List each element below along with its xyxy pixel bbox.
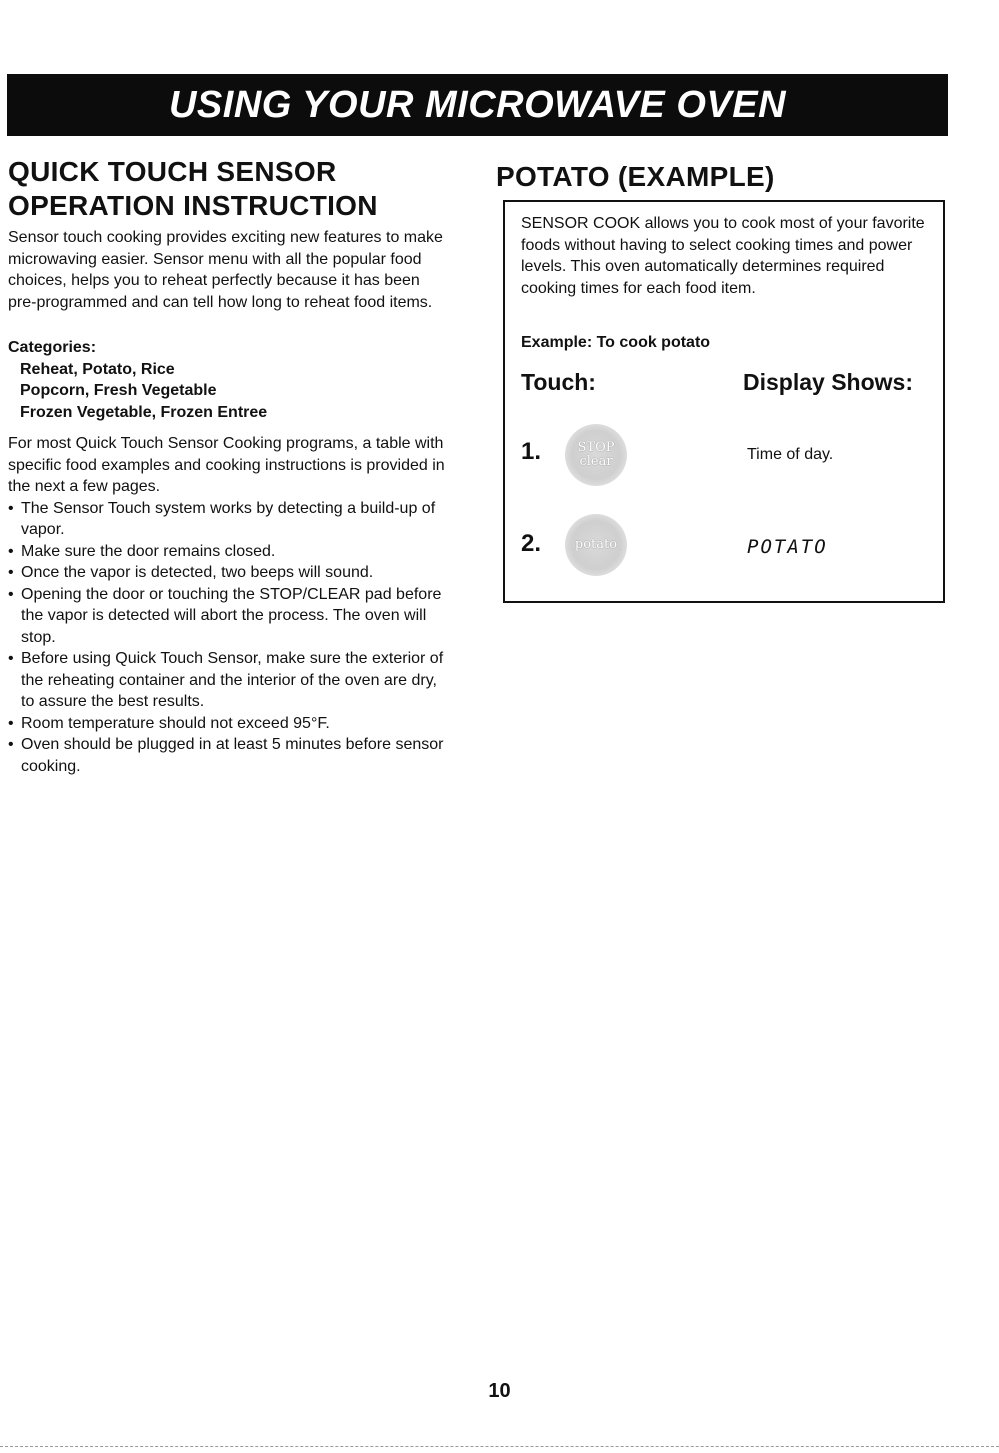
- example-box: [503, 200, 945, 603]
- bullet-item: • Once the vapor is detected, two beeps will sound.: [8, 562, 448, 584]
- page-number: 10: [488, 1380, 511, 1402]
- bottom-divider: [0, 1446, 999, 1447]
- display-time-of-day: Time of day.: [747, 446, 834, 463]
- touch-column-header: Touch:: [521, 369, 596, 395]
- sensor-heading-line1: QUICK TOUCH SENSOR: [8, 156, 337, 187]
- category-line: Popcorn, Fresh Vegetable: [20, 382, 217, 399]
- pad-label: potato: [574, 537, 618, 552]
- sensor-intro-paragraph: Sensor touch cooking provides exciting new features to make microwaving easier. Sensor menu with all the popular food choices, helps you to reheat perfectly because it has been pre-programmed and can tell how long to reheat food items.: [8, 229, 443, 311]
- example-label: Example: To cook potato: [521, 334, 711, 351]
- bullet-item: • Make sure the door remains closed.: [8, 541, 448, 563]
- pad-label: STOP: [577, 440, 615, 455]
- step-number: 2.: [521, 530, 542, 557]
- bullet-item: • Before using Quick Touch Sensor, make sure the exterior of the reheating container and the interior of the oven are dry, to assure the best results.: [8, 648, 448, 713]
- sensor-heading-line2: OPERATION INSTRUCTION: [8, 190, 378, 221]
- step-number: 1.: [521, 438, 542, 465]
- bullet-item: • Oven should be plugged in at least 5 minutes before sensor cooking.: [8, 734, 448, 777]
- banner-title: USING YOUR MICROWAVE OVEN: [168, 83, 787, 126]
- bullet-item: • Opening the door or touching the STOP/CLEAR pad before the vapor is detected will abort the process. The oven will stop.: [8, 584, 448, 649]
- category-line: Frozen Vegetable, Frozen Entree: [20, 403, 268, 421]
- bullet-item: • The Sensor Touch system works by detecting a build-up of vapor.: [8, 498, 448, 541]
- section-banner: [7, 74, 948, 136]
- pad-label: clear: [579, 454, 613, 469]
- programs-paragraph: For most Quick Touch Sensor Cooking programs, a table with specific food examples and cooking instructions is provided in the next a few pages.: [8, 435, 445, 495]
- potato-example-heading: POTATO (EXAMPLE): [496, 161, 775, 192]
- display-column-header: Display Shows:: [743, 369, 913, 395]
- sensor-bullet-list: [8, 498, 448, 778]
- categories-label: Categories:: [8, 339, 97, 356]
- bullet-item: • Room temperature should not exceed 95°F.: [8, 713, 448, 735]
- stop-clear-pad-icon: [565, 424, 627, 486]
- category-line: Reheat, Potato, Rice: [20, 360, 175, 378]
- display-potato-readout: POTATO: [747, 536, 828, 558]
- left-column: [8, 155, 448, 777]
- sensor-cook-intro: SENSOR COOK allows you to cook most of your favorite foods without having to select cooking times and power levels. This oven automatically determines required cooking times for each food item.: [521, 215, 925, 297]
- potato-pad-icon: [565, 514, 627, 576]
